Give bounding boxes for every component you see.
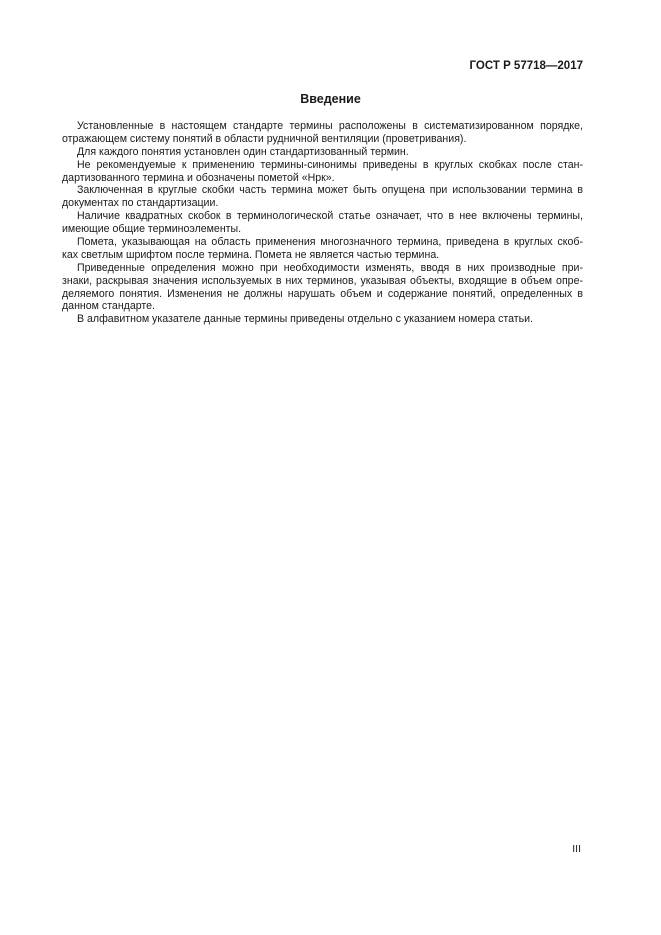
body-text — [62, 120, 583, 326]
text-line: Помета, указывающая на область применения многозначного термина, приведена в круглых скоб- — [77, 236, 583, 249]
paragraph — [62, 210, 583, 236]
section-title: Введение — [300, 92, 361, 106]
text-line: знаки, раскрывая значения используемых в них терминов, указывая объекты, входящие в объем опре- — [62, 274, 583, 287]
text-line: дартизованного термина и обозначены пометой «Нрк». — [62, 171, 335, 184]
text-line: Наличие квадратных скобок в терминологической статье означает, что в нее включены термины, — [77, 210, 583, 223]
text-line: отражающем систему понятий в области рудничной вентиляции (проветривания). — [62, 132, 467, 145]
text-line: Установленные в настоящем стандарте термины расположены в систематизированном порядке, — [77, 120, 583, 132]
text-line: Приведенные определения можно при необходимости изменять, вводя в них производные при- — [77, 261, 583, 274]
paragraph — [62, 159, 583, 185]
paragraph — [62, 313, 583, 326]
text-line: В алфавитном указателе данные термины приведены отдельно с указанием номера статьи. — [77, 313, 533, 326]
text-line: Не рекомендуемые к применению термины-синонимы приведены в круглых скобках после стан- — [77, 158, 583, 171]
paragraph — [62, 184, 583, 210]
text-line: имеющие общие терминоэлементы. — [62, 223, 242, 236]
text-line: ках светлым шрифтом после термина. Помета не является частью термина. — [62, 248, 440, 261]
text-line: деляемого понятия. Изменения не должны нарушать объем и содержание понятий, определенных в — [62, 287, 583, 300]
text-line: Для каждого понятия установлен один стандартизованный термин. — [77, 145, 409, 158]
text-line: документах по стандартизации. — [62, 197, 219, 210]
text-line: Заключенная в круглые скобки часть термина может быть опущена при использовании термина в — [77, 184, 583, 197]
page-number: III — [572, 843, 581, 855]
text-line: данном стандарте. — [62, 300, 155, 313]
paragraph — [62, 236, 583, 262]
paragraph — [62, 146, 583, 159]
paragraph — [62, 262, 583, 314]
paragraph — [62, 120, 583, 146]
document-number: ГОСТ Р 57718—2017 — [469, 60, 583, 72]
